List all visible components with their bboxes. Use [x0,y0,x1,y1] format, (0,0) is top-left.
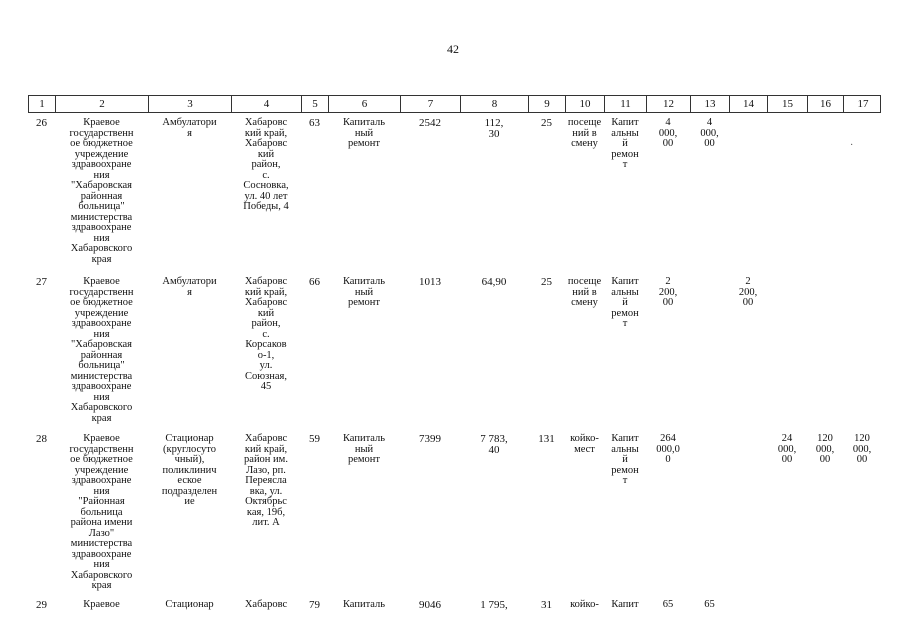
header-cell-10: 10 [566,96,605,112]
stray-mark: · [850,140,854,151]
cell-col-11: Капит альны й ремон т [611,276,639,329]
cell-col-1: 26 [36,117,47,129]
cell-col-7: 9046 [419,599,441,611]
header-cell-11: 11 [605,96,647,112]
cell-col-3: Амбулатори я [162,276,217,298]
header-cell-13: 13 [691,96,730,112]
cell-col-5: 66 [309,276,320,288]
header-cell-12: 12 [647,96,691,112]
cell-col-1: 27 [36,276,47,288]
cell-col-13: 4 000, 00 [700,117,719,149]
cell-col-5: 63 [309,117,320,129]
cell-col-4: Хабаровс [244,599,288,610]
cell-col-8: 1 795, [480,599,508,611]
header-cell-16: 16 [808,96,844,112]
table-row [28,118,881,268]
cell-col-10: койко- мест [570,433,599,455]
cell-col-11: Капит [611,599,639,610]
cell-col-12: 4 000, 00 [658,117,678,149]
cell-col-4: Хабаровс кий край, район им. Лазо, рп. Переясла вка, ул. Октябрьс кая, 19б, лит. А [244,433,288,528]
table-row [28,277,881,427]
cell-col-16: 120 000, 00 [815,433,835,465]
cell-col-8: 7 783, 40 [480,433,508,456]
cell-col-9: 131 [538,433,555,445]
cell-col-2: Краевое государственн ое бюджетное учреждение здравоохране ния "Районная больница района имени Лазо" министерства здравоохране ния Хабаровского края [69,433,134,591]
header-cell-14: 14 [730,96,768,112]
cell-col-6: Капиталь ный ремонт [342,117,386,149]
cell-col-9: 25 [541,276,552,288]
header-cell-7: 7 [401,96,461,112]
cell-col-2: Краевое государственн ое бюджетное учреждение здравоохране ния "Хабаровская районная больница" министерства здравоохране ния Хабаровского края [69,276,134,424]
cell-col-5: 79 [309,599,320,611]
cell-col-4: Хабаровс кий край, Хабаровс кий район, с. Сосновка, ул. 40 лет Победы, 4 [243,117,289,212]
table-row [28,600,881,640]
cell-col-12: 65 [662,599,674,610]
header-cell-9: 9 [529,96,566,112]
cell-col-9: 25 [541,117,552,129]
cell-col-8: 64,90 [481,276,507,288]
cell-col-12: 2 200, 00 [658,276,678,308]
page-number: 42 [447,42,459,56]
cell-col-2: Краевое государственн ое бюджетное учреждение здравоохране ния "Хабаровская районная больница" министерства здравоохране ния Хабаровского края [69,117,134,265]
header-cell-15: 15 [768,96,808,112]
cell-col-3: Амбулатори я [162,117,217,139]
cell-col-17: 120 000, 00 [852,433,872,465]
cell-col-1: 28 [36,433,47,445]
cell-col-11: Капит альны й ремон т [611,117,639,170]
cell-col-6: Капиталь ный ремонт [342,276,386,308]
cell-col-6: Капиталь ный ремонт [342,433,386,465]
table-header-row [28,95,881,113]
cell-col-3: Стационар (круглосуто чный), поликлинич еское подразделен ие [161,433,218,507]
cell-col-12: 264 000,0 0 [656,433,680,465]
cell-col-10: посеще ний в смену [567,117,602,149]
cell-col-13: 65 [704,599,715,610]
cell-col-10: койко- [570,599,599,610]
cell-col-3: Стационар [165,599,214,610]
header-cell-5: 5 [302,96,329,112]
cell-col-9: 31 [541,599,552,611]
cell-col-8: 112, 30 [484,117,504,140]
header-cell-1: 1 [29,96,56,112]
cell-col-7: 7399 [419,433,441,445]
cell-col-6: Капиталь [342,599,386,610]
cell-col-14: 2 200, 00 [738,276,758,308]
header-cell-6: 6 [329,96,401,112]
header-cell-17: 17 [857,98,869,110]
cell-col-1: 29 [36,599,47,611]
header-cell-3: 3 [149,96,232,112]
table-row [28,434,881,594]
cell-col-11: Капит альны й ремон т [611,433,639,486]
cell-col-2: Краевое [83,599,120,610]
header-cell-2: 2 [56,96,149,112]
header-cell-8: 8 [461,96,529,112]
cell-col-5: 59 [309,433,320,445]
cell-col-7: 1013 [419,276,441,288]
header-cell-4: 4 [232,96,302,112]
cell-col-7: 2542 [419,117,441,129]
cell-col-10: посеще ний в смену [567,276,602,308]
cell-col-15: 24 000, 00 [777,433,797,465]
cell-col-4: Хабаровс кий край, Хабаровс кий район, с. Корсаков о-1, ул. Союзная, 45 [244,276,288,392]
